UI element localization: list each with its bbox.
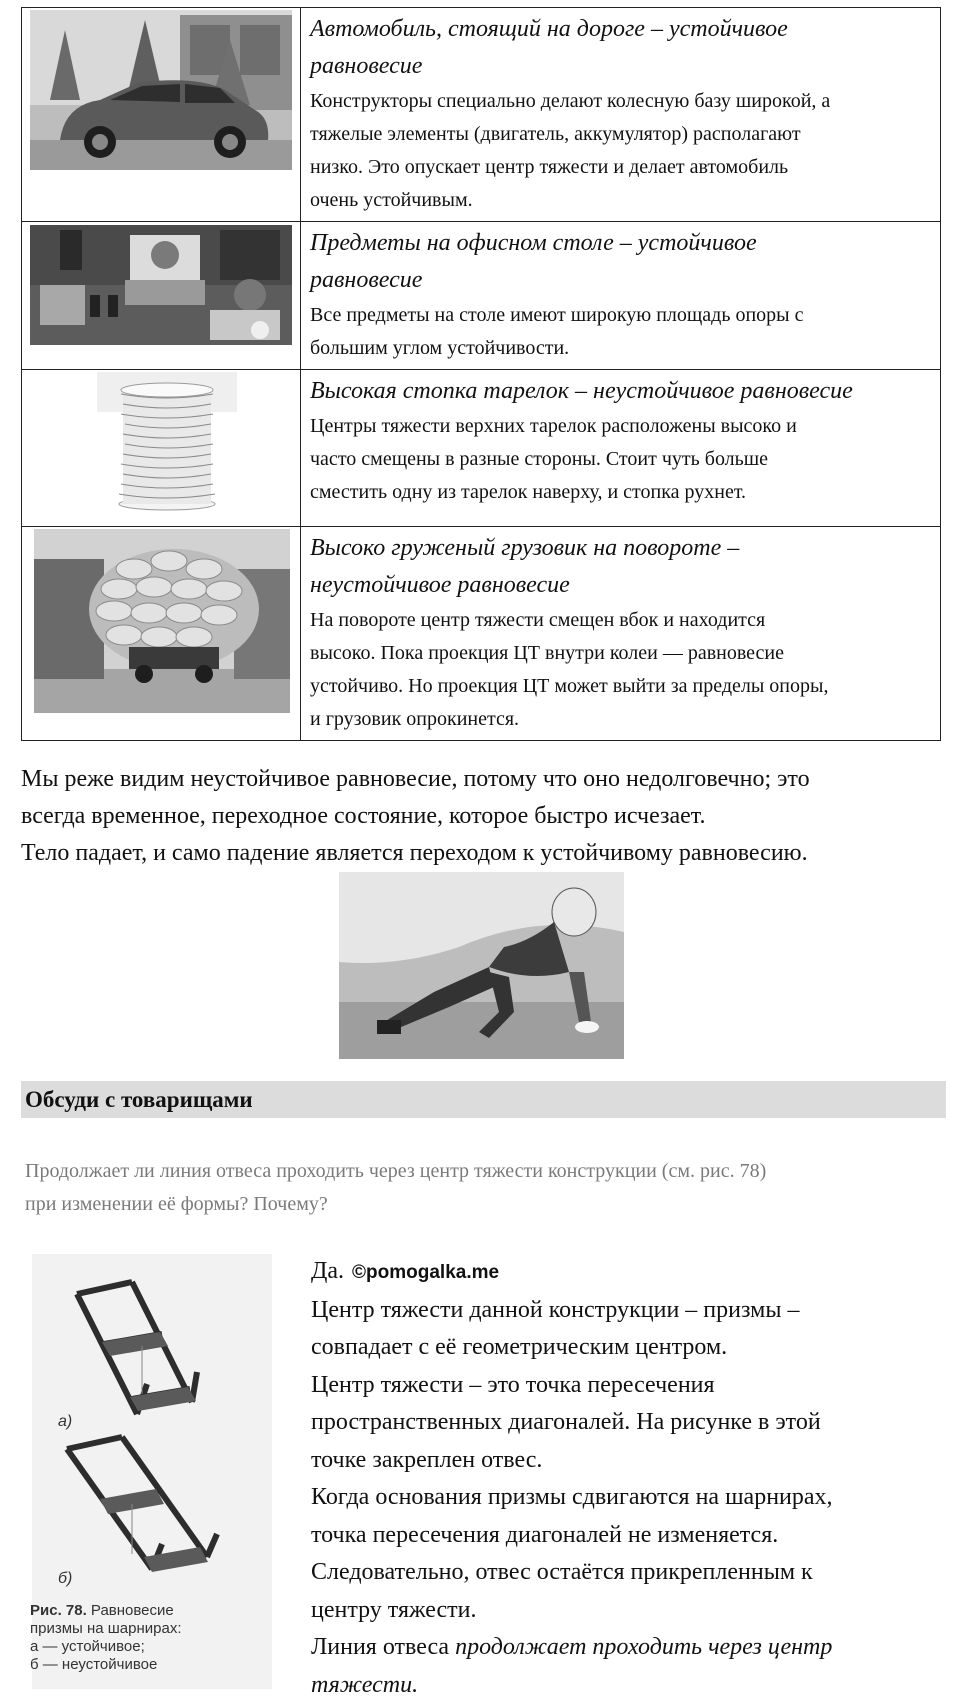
row-desc: Конструкторы специально делают колесную базу широкой, а <box>310 90 831 112</box>
caption-text: а — устойчивое; <box>30 1638 145 1655</box>
row-desc: Центры тяжести верхних тарелок расположены высоко и <box>310 415 797 437</box>
image-cell <box>22 222 301 370</box>
question-line: Продолжает ли линия отвеса проходить через центр тяжести конструкции (см. рис. 78) <box>25 1160 767 1182</box>
image-cell <box>22 370 301 527</box>
paragraph-line: Тело падает, и само падение является переходом к устойчивому равновесию. <box>21 840 808 866</box>
row-title: Автомобиль, стоящий на дороге – устойчивое <box>310 16 788 42</box>
car-photo <box>30 10 292 170</box>
loaded-truck-photo <box>34 529 290 713</box>
discussion-heading: Обсуди с товарищами <box>25 1087 253 1112</box>
row-desc: Все предметы на столе имеют широкую площадь опоры с <box>310 304 804 326</box>
row-title: Высокая стопка тарелок – неустойчивое равновесие <box>310 378 853 404</box>
row-desc: высоко. Пока проекция ЦТ внутри колеи — равновесие <box>310 642 785 664</box>
answer-line: точке закреплен отвес. <box>311 1446 543 1473</box>
row-title: неустойчивое равновесие <box>310 572 570 598</box>
examples-table <box>21 7 941 741</box>
row-desc: устойчиво. Но проекция ЦТ может выйти за пределы опоры, <box>310 675 829 697</box>
text-cell <box>301 8 941 222</box>
row-desc: часто смещены в разные стороны. Стоит чуть больше <box>310 448 769 470</box>
image-cell <box>22 527 301 741</box>
row-desc: На повороте центр тяжести смещен вбок и находится <box>310 609 766 631</box>
discussion-question <box>25 1155 945 1221</box>
row-desc: низко. Это опускает центр тяжести и делает автомобиль <box>310 156 789 178</box>
watermark: ©pomogalka.me <box>352 1262 500 1283</box>
paragraph-line: Мы реже видим неустойчивое равновесие, потому что оно недолговечно; это <box>21 766 810 792</box>
text-cell <box>301 527 941 741</box>
table-row <box>22 370 941 527</box>
row-title: Предметы на офисном столе – устойчивое <box>310 230 757 256</box>
answer-emphasis: продолжает проходить через центр <box>455 1634 833 1660</box>
row-title: равновесие <box>310 53 423 79</box>
answer-line: Центр тяжести – это точка пересечения <box>311 1371 715 1398</box>
plates-stack-photo <box>97 372 237 512</box>
answer-line: пространственных диагоналей. На рисунке в этой <box>311 1409 821 1435</box>
text-cell <box>301 370 941 527</box>
table-row <box>22 222 941 370</box>
text-cell <box>301 222 941 370</box>
falling-person-photo <box>339 872 624 1059</box>
answer-line: Когда основания призмы сдвигаются на шарнирах, <box>311 1484 833 1510</box>
row-title: равновесие <box>310 267 423 293</box>
answer-line: Центр тяжести данной конструкции – призмы – <box>311 1296 800 1323</box>
table-row <box>22 527 941 741</box>
table-row <box>22 8 941 222</box>
answer-line: точка пересечения диагоналей не изменяется. <box>311 1521 779 1548</box>
figure-label-b: б) <box>58 1570 73 1587</box>
row-desc: большим углом устойчивости. <box>310 337 570 359</box>
question-line: при изменении её формы? Почему? <box>25 1193 328 1215</box>
paragraph-line: всегда временное, переходное состояние, которое быстро исчезает. <box>21 803 706 829</box>
office-desk-photo <box>30 225 292 345</box>
body-paragraph <box>21 761 951 872</box>
answer-text <box>311 1253 941 1704</box>
row-desc: и грузовик опрокинется. <box>310 708 520 730</box>
row-desc: сместить одну из тарелок наверху, и стопка рухнет. <box>310 481 747 503</box>
answer-line: совпадает с её геометрическим центром. <box>311 1334 728 1360</box>
image-cell <box>22 8 301 222</box>
row-desc: тяжелые элементы (двигатель, аккумулятор) располагают <box>310 123 801 145</box>
answer-line: Линия отвеса <box>311 1634 456 1660</box>
caption-text: призмы на шарнирах: <box>30 1620 182 1637</box>
answer-line: центру тяжести. <box>311 1596 477 1623</box>
caption-text: Равновесие <box>86 1602 174 1619</box>
figure-caption <box>30 1602 260 1674</box>
caption-number: Рис. 78. <box>30 1602 87 1619</box>
caption-text: б — неустойчивое <box>30 1656 158 1673</box>
answer-yes: Да. <box>311 1258 345 1284</box>
row-desc: очень устойчивым. <box>310 189 473 211</box>
answer-emphasis: тяжести. <box>311 1671 419 1698</box>
figure-label-a: а) <box>58 1413 73 1430</box>
answer-line: Следовательно, отвес остаётся прикрепленным к <box>311 1559 813 1585</box>
row-title: Высоко груженый грузовик на повороте – <box>310 535 740 561</box>
discussion-heading-bar <box>21 1081 946 1118</box>
